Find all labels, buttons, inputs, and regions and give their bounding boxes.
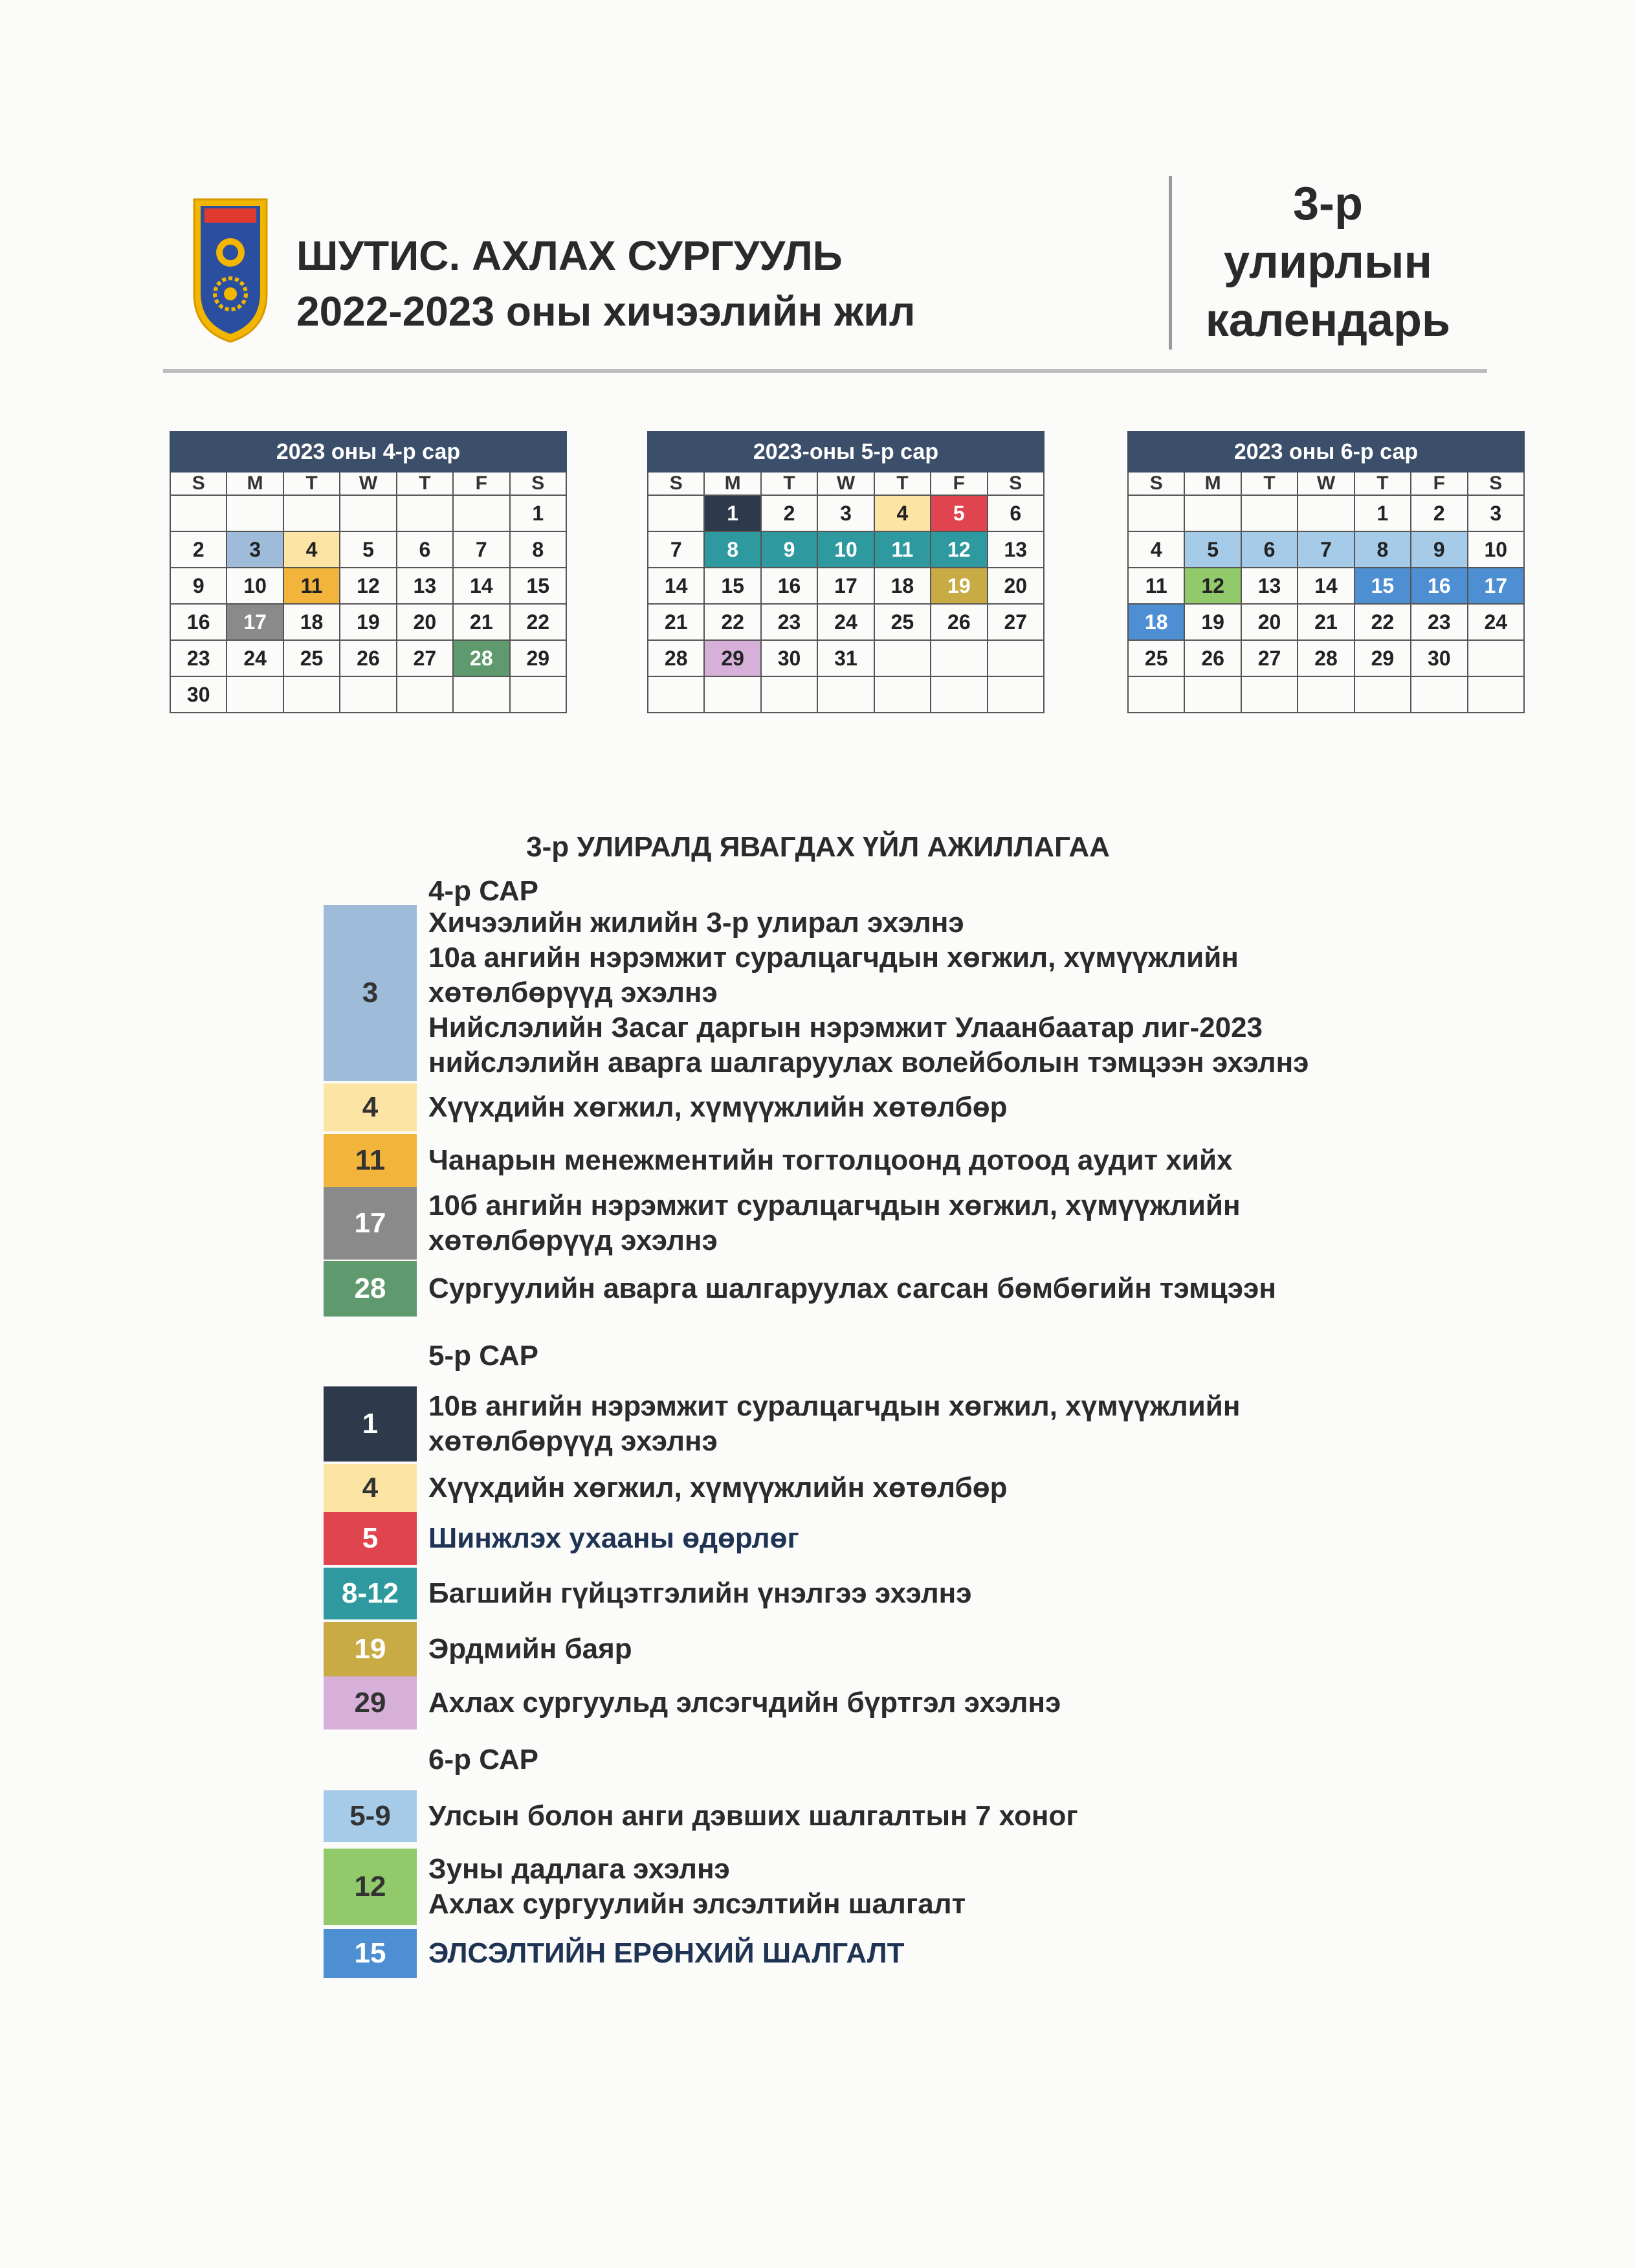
calendar-day: 7 [1298, 531, 1354, 568]
calendar-day: 14 [648, 568, 704, 604]
weekday-label: M [704, 472, 760, 495]
calendar-day: 23 [170, 640, 227, 676]
calendar-day: 8 [704, 531, 760, 568]
activity-line: Чанарын менежментийн тогтолцоонд дотоод аудит хийх [428, 1144, 1233, 1176]
calendar-day: 4 [283, 531, 340, 568]
calendar-day: 2 [170, 531, 227, 568]
calendar-day: 4 [1128, 531, 1184, 568]
calendar-day: 10 [1468, 531, 1524, 568]
calendar-empty-cell [1468, 676, 1524, 713]
calendar-day: 25 [283, 640, 340, 676]
calendar-day: 7 [648, 531, 704, 568]
activity-line: 10б ангийн нэрэмжит суралцагчдын хөгжил, хүмүүжлийн [428, 1190, 1241, 1221]
activity-description [417, 1143, 1232, 1178]
activity-line: Нийслэлийн Засаг даргын нэрэмжит Улаанбаатар лиг-2023 [428, 1012, 1263, 1043]
calendar-day: 19 [340, 604, 396, 640]
weekday-label: T [1241, 472, 1298, 495]
school-year: 2022-2023 оны хичээлийн жил [296, 288, 916, 335]
calendar-empty-cell [874, 676, 931, 713]
activity-row [324, 1512, 1553, 1565]
calendar-day: 20 [1241, 604, 1298, 640]
calendar-day: 12 [931, 531, 987, 568]
calendar-empty-cell [931, 676, 987, 713]
calendar-week [170, 531, 566, 568]
calendar-day: 14 [1298, 568, 1354, 604]
calendar-empty-cell [397, 495, 453, 531]
calendar-week [1128, 676, 1524, 713]
activity-description [417, 1685, 1061, 1720]
activity-line: Хүүхдийн хөгжил, хүмүүжлийн хөтөлбөр [428, 1472, 1008, 1504]
activity-line: Ахлах сургуулийн элсэлтийн шалгалт [428, 1888, 966, 1920]
calendar-day: 30 [170, 676, 227, 713]
calendar-empty-cell [817, 676, 874, 713]
calendar-day: 7 [453, 531, 509, 568]
activity-row [324, 1386, 1553, 1462]
activity-line: Хүүхдийн хөгжил, хүмүүжлийн хөтөлбөр [428, 1091, 1008, 1123]
calendar-empty-cell [453, 495, 509, 531]
activity-date-badge: 19 [324, 1622, 417, 1676]
calendar-day: 21 [453, 604, 509, 640]
activity-description [417, 1936, 904, 1971]
calendar-day: 27 [1241, 640, 1298, 676]
calendar-day: 16 [1411, 568, 1467, 604]
activity-date-badge: 3 [324, 905, 417, 1081]
calendar-day: 1 [704, 495, 760, 531]
activity-date-badge: 8-12 [324, 1568, 417, 1619]
calendar-day: 25 [1128, 640, 1184, 676]
school-name: ШУТИС. АХЛАХ СУРГУУЛЬ [296, 232, 843, 279]
calendar-day: 28 [648, 640, 704, 676]
calendar-day: 28 [453, 640, 509, 676]
calendar-month-title: 2023-оны 5-р сар [648, 432, 1044, 472]
activity-row [324, 1622, 1553, 1676]
calendar-empty-cell [931, 640, 987, 676]
calendar-day: 28 [1298, 640, 1354, 676]
calendar-day: 10 [227, 568, 283, 604]
calendar-day: 3 [227, 531, 283, 568]
calendar-empty-cell [988, 640, 1044, 676]
calendar-day: 18 [1128, 604, 1184, 640]
weekday-label: S [988, 472, 1044, 495]
weekday-label: T [1354, 472, 1411, 495]
school-logo [192, 197, 269, 344]
calendar-day: 11 [1128, 568, 1184, 604]
activity-month-heading: 6-р САР [428, 1744, 539, 1775]
weekday-label: T [874, 472, 931, 495]
activity-row [324, 1568, 1553, 1619]
quarter-title-line: улирлын [1224, 236, 1432, 288]
calendar-day: 17 [817, 568, 874, 604]
activity-date-badge: 11 [324, 1134, 417, 1187]
calendar-empty-cell [1128, 676, 1184, 713]
calendar-empty-cell [283, 495, 340, 531]
activity-description [417, 1389, 1240, 1459]
calendar-day: 24 [817, 604, 874, 640]
calendar-empty-cell [874, 640, 931, 676]
calendar-day: 24 [227, 640, 283, 676]
calendar-day: 31 [817, 640, 874, 676]
calendar-day: 6 [988, 495, 1044, 531]
calendar-day: 15 [1354, 568, 1411, 604]
calendar-week [648, 531, 1044, 568]
activity-row [324, 1134, 1553, 1187]
calendar-empty-cell [283, 676, 340, 713]
calendar-day: 18 [874, 568, 931, 604]
calendar-day: 29 [1354, 640, 1411, 676]
calendar-day: 11 [874, 531, 931, 568]
activity-description [417, 1799, 1078, 1834]
calendar-empty-cell [227, 676, 283, 713]
calendar-april [170, 431, 567, 713]
calendar-may [647, 431, 1045, 713]
calendar-empty-cell [1298, 676, 1354, 713]
activity-description [417, 1188, 1241, 1258]
activity-row [324, 1464, 1553, 1512]
weekday-label: T [283, 472, 340, 495]
calendar-day: 9 [170, 568, 227, 604]
activity-row [324, 1676, 1553, 1729]
activity-row [324, 1929, 1553, 1978]
activity-description [417, 906, 1309, 1080]
weekday-label: W [1298, 472, 1354, 495]
activity-description [417, 1471, 1007, 1506]
activity-month-heading: 5-р САР [428, 1340, 539, 1372]
calendar-day: 12 [340, 568, 396, 604]
activity-date-badge: 4 [324, 1464, 417, 1512]
calendar-day: 25 [874, 604, 931, 640]
weekday-label: M [1184, 472, 1241, 495]
calendar-day: 12 [1184, 568, 1241, 604]
calendar-day: 22 [704, 604, 760, 640]
activities-title: 3-р УЛИРАЛД ЯВАГДАХ ҮЙЛ АЖИЛЛАГАА [526, 831, 1110, 863]
calendar-day: 3 [1468, 495, 1524, 531]
activity-date-badge: 5 [324, 1512, 417, 1565]
calendar-day: 5 [931, 495, 987, 531]
calendar-june [1127, 431, 1525, 713]
activity-month-heading: 4-р САР [428, 875, 539, 907]
activity-line: хөтөлбөрүүд эхэлнэ [428, 1225, 718, 1256]
quarter-title-line: 3-р [1293, 178, 1363, 230]
activity-date-badge: 1 [324, 1386, 417, 1462]
calendar-day: 27 [397, 640, 453, 676]
calendar-day: 15 [510, 568, 566, 604]
weekday-label: S [648, 472, 704, 495]
weekday-label: S [510, 472, 566, 495]
calendar-week [170, 640, 566, 676]
activity-line: Сургуулийн аварга шалгаруулах сагсан бөмбөгийн тэмцээн [428, 1273, 1276, 1304]
activity-date-badge: 28 [324, 1261, 417, 1317]
calendar-empty-cell [1241, 676, 1298, 713]
header-divider [1169, 176, 1172, 350]
calendar-day: 8 [1354, 531, 1411, 568]
calendar-empty-cell [648, 676, 704, 713]
calendar-empty-cell [1298, 495, 1354, 531]
calendar-day: 18 [283, 604, 340, 640]
calendar-empty-cell [761, 676, 817, 713]
calendar-empty-cell [340, 495, 396, 531]
calendar-day: 26 [340, 640, 396, 676]
calendar-day: 17 [1468, 568, 1524, 604]
calendar-week [648, 676, 1044, 713]
calendar-week [648, 604, 1044, 640]
calendar-day: 26 [931, 604, 987, 640]
calendar-month-title: 2023 оны 4-р сар [170, 432, 566, 472]
activity-row [324, 1084, 1553, 1131]
calendar-empty-cell [704, 676, 760, 713]
calendar-empty-cell [1184, 676, 1241, 713]
calendar-day: 22 [510, 604, 566, 640]
activity-date-badge: 17 [324, 1187, 417, 1260]
calendar-empty-cell [510, 676, 566, 713]
activity-line: 10в ангийн нэрэмжит суралцагчдын хөгжил, хүмүүжлийн [428, 1390, 1241, 1422]
calendar-day: 4 [874, 495, 931, 531]
calendar-day: 20 [988, 568, 1044, 604]
calendar-day: 30 [761, 640, 817, 676]
calendar-day: 21 [1298, 604, 1354, 640]
activity-row [324, 1261, 1553, 1317]
activity-row [324, 1187, 1553, 1260]
calendar-day: 3 [817, 495, 874, 531]
calendar-day: 30 [1411, 640, 1467, 676]
calendar-day: 13 [1241, 568, 1298, 604]
calendar-empty-cell [1241, 495, 1298, 531]
quarter-title-line: календарь [1205, 295, 1451, 346]
calendar-day: 23 [1411, 604, 1467, 640]
activity-line: Багшийн гүйцэтгэлийн үнэлгээ эхэлнэ [428, 1577, 972, 1609]
activity-line: Хичээлийн жилийн 3-р улирал эхэлнэ [428, 907, 964, 939]
calendar-week [1128, 531, 1524, 568]
activity-description [417, 1852, 966, 1922]
activity-line: Шинжлэх ухааны өдөрлөг [428, 1522, 799, 1554]
weekday-label: T [761, 472, 817, 495]
calendar-day: 10 [817, 531, 874, 568]
calendar-day: 26 [1184, 640, 1241, 676]
calendar-week [170, 495, 566, 531]
activity-description [417, 1521, 799, 1556]
calendar-day: 15 [704, 568, 760, 604]
quarter-title [1173, 175, 1483, 350]
activity-date-badge: 5-9 [324, 1790, 417, 1842]
activity-description [417, 1632, 632, 1667]
weekday-label: F [1411, 472, 1467, 495]
weekday-label: S [1128, 472, 1184, 495]
calendar-day: 13 [988, 531, 1044, 568]
activity-date-badge: 12 [324, 1849, 417, 1925]
calendar-empty-cell [453, 676, 509, 713]
calendar-empty-cell [227, 495, 283, 531]
activity-description [417, 1090, 1007, 1125]
weekday-label: F [453, 472, 509, 495]
calendar-day: 6 [397, 531, 453, 568]
calendar-empty-cell [340, 676, 396, 713]
weekday-label: T [397, 472, 453, 495]
calendar-week [648, 568, 1044, 604]
weekday-label: S [1468, 472, 1524, 495]
calendar-empty-cell [1354, 676, 1411, 713]
calendar-day: 20 [397, 604, 453, 640]
activity-date-badge: 15 [324, 1929, 417, 1978]
activity-line: Эрдмийн баяр [428, 1633, 632, 1665]
calendar-day: 13 [397, 568, 453, 604]
calendar-day: 14 [453, 568, 509, 604]
calendar-day: 29 [704, 640, 760, 676]
activity-line: хөтөлбөрүүд эхэлнэ [428, 977, 718, 1008]
calendar-month-title: 2023 оны 6-р сар [1128, 432, 1524, 472]
calendar-day: 23 [761, 604, 817, 640]
calendar-day: 16 [170, 604, 227, 640]
activity-line: Ахлах сургуульд элсэгчдийн бүртгэл эхэлнэ [428, 1687, 1061, 1718]
calendar-day: 21 [648, 604, 704, 640]
activity-line: нийслэлийн аварга шалгаруулах волейболын тэмцээн эхэлнэ [428, 1047, 1309, 1078]
calendar-day: 1 [510, 495, 566, 531]
calendar-empty-cell [1184, 495, 1241, 531]
activity-date-badge: 4 [324, 1084, 417, 1131]
weekday-label: S [170, 472, 227, 495]
activity-line: ЭЛСЭЛТИЙН ЕРӨНХИЙ ШАЛГАЛТ [428, 1937, 905, 1969]
calendar-day: 19 [1184, 604, 1241, 640]
calendar-day: 2 [761, 495, 817, 531]
calendar-day: 9 [1411, 531, 1467, 568]
calendar-day: 1 [1354, 495, 1411, 531]
calendar-empty-cell [170, 495, 227, 531]
weekday-label: F [931, 472, 987, 495]
calendar-week [170, 676, 566, 713]
calendar-day: 2 [1411, 495, 1467, 531]
calendar-week [1128, 495, 1524, 531]
calendar-day: 19 [931, 568, 987, 604]
calendar-day: 5 [340, 531, 396, 568]
calendar-empty-cell [1468, 640, 1524, 676]
calendar-week [1128, 604, 1524, 640]
calendar-week [1128, 640, 1524, 676]
calendar-empty-cell [648, 495, 704, 531]
calendar-day: 16 [761, 568, 817, 604]
calendar-day: 5 [1184, 531, 1241, 568]
calendar-day: 6 [1241, 531, 1298, 568]
activity-row [324, 1790, 1553, 1842]
header-rule [163, 369, 1487, 373]
calendar-week [648, 640, 1044, 676]
calendar-empty-cell [397, 676, 453, 713]
activity-row [324, 905, 1553, 1081]
activity-description [417, 1271, 1276, 1306]
calendar-day: 17 [227, 604, 283, 640]
calendar-week [170, 568, 566, 604]
activity-date-badge: 29 [324, 1676, 417, 1729]
weekday-label: M [227, 472, 283, 495]
calendar-day: 24 [1468, 604, 1524, 640]
calendar-day: 29 [510, 640, 566, 676]
calendar-empty-cell [1128, 495, 1184, 531]
calendar-day: 9 [761, 531, 817, 568]
activity-line: Зуны дадлага эхэлнэ [428, 1853, 730, 1885]
calendar-day: 22 [1354, 604, 1411, 640]
weekday-label: W [817, 472, 874, 495]
activity-line: хөтөлбөрүүд эхэлнэ [428, 1425, 718, 1457]
activity-line: 10а ангийн нэрэмжит суралцагчдын хөгжил, хүмүүжлийн [428, 942, 1239, 973]
calendar-day: 27 [988, 604, 1044, 640]
calendar-week [170, 604, 566, 640]
calendar-day: 11 [283, 568, 340, 604]
weekday-label: W [340, 472, 396, 495]
calendar-week [648, 495, 1044, 531]
calendar-day: 8 [510, 531, 566, 568]
calendar-week [1128, 568, 1524, 604]
activity-line: Улсын болон анги дэвших шалгалтын 7 хоног [428, 1800, 1078, 1832]
activity-description [417, 1576, 972, 1611]
calendar-empty-cell [988, 676, 1044, 713]
calendar-empty-cell [1411, 676, 1467, 713]
activity-row [324, 1849, 1553, 1925]
